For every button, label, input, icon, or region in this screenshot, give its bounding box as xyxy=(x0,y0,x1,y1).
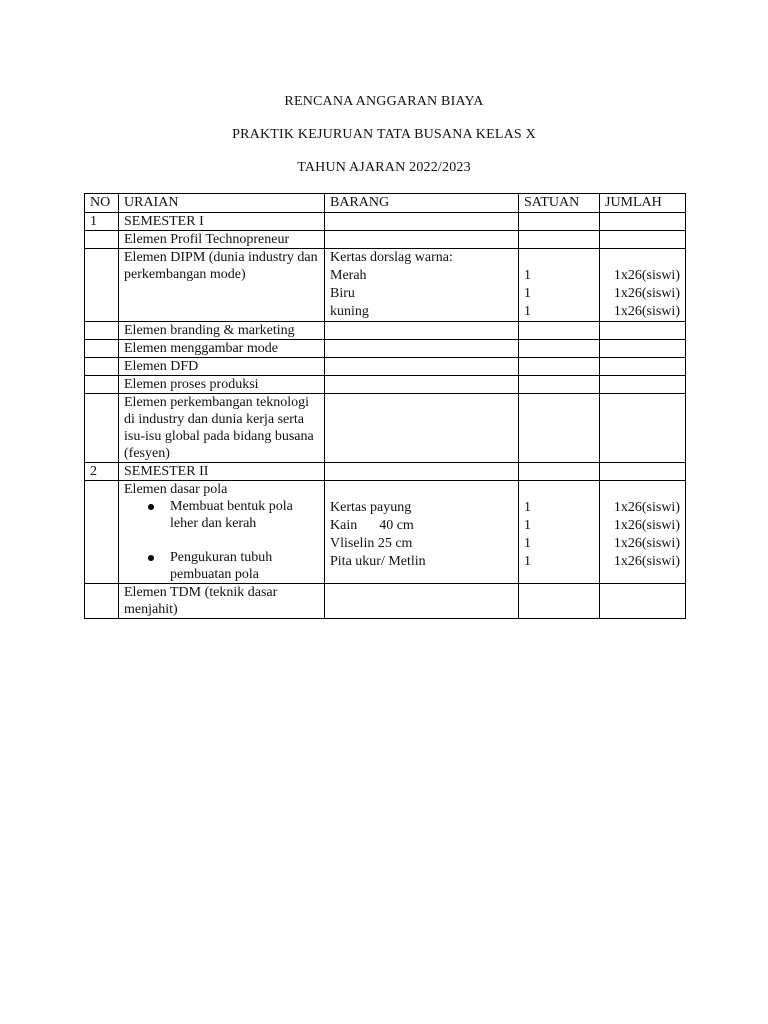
cell-uraian: SEMESTER II xyxy=(119,463,325,481)
cell-satuan xyxy=(519,584,600,619)
cell-barang xyxy=(325,249,519,322)
table-row xyxy=(85,213,686,231)
cell-uraian: Elemen Profil Technopreneur xyxy=(119,231,325,249)
cell-satuan xyxy=(519,394,600,463)
cell-jumlah xyxy=(600,394,686,463)
cell-barang xyxy=(325,231,519,249)
cell-jumlah xyxy=(600,481,686,584)
satuan-line: 1 xyxy=(524,500,531,515)
table-row xyxy=(85,376,686,394)
bullet-text: Membuat bentuk pola leher dan kerah xyxy=(170,499,293,531)
jumlah-line: 1x26(siswi) xyxy=(613,286,680,301)
cell-uraian: SEMESTER I xyxy=(119,213,325,231)
cell-barang xyxy=(325,340,519,358)
cell-no xyxy=(85,376,119,394)
cell-no xyxy=(85,340,119,358)
cell-uraian: Elemen perkembangan teknologi di industry dan dunia kerja serta isu-isu global pada bidang busana (fesyen) xyxy=(119,394,325,463)
document-subtitle: PRAKTIK KEJURUAN TATA BUSANA KELAS X xyxy=(232,127,536,142)
cell-jumlah xyxy=(600,249,686,322)
cell-satuan xyxy=(519,358,600,376)
cell-barang xyxy=(325,358,519,376)
document-title: RENCANA ANGGARAN BIAYA xyxy=(284,94,484,109)
barang-line: Merah xyxy=(330,268,367,283)
list-item xyxy=(148,549,319,583)
barang-line: Pita ukur/ Metlin xyxy=(330,554,426,569)
cell-satuan xyxy=(519,322,600,340)
cell-no: 2 xyxy=(85,463,119,481)
header-no: NO xyxy=(85,194,119,213)
cell-barang xyxy=(325,584,519,619)
cell-uraian: Elemen branding & marketing xyxy=(119,322,325,340)
table-row xyxy=(85,322,686,340)
cell-satuan xyxy=(519,481,600,584)
jumlah-line: 1x26(siswi) xyxy=(613,518,680,533)
cell-jumlah xyxy=(600,213,686,231)
kain-size: 40 cm xyxy=(379,518,414,533)
cell-uraian: Elemen TDM (teknik dasar menjahit) xyxy=(119,584,325,619)
cell-satuan xyxy=(519,340,600,358)
list-item xyxy=(148,498,319,532)
table-row xyxy=(85,584,686,619)
cell-jumlah xyxy=(600,463,686,481)
jumlah-line: 1x26(siswi) xyxy=(613,500,680,515)
cell-no xyxy=(85,481,119,584)
satuan-line: 1 xyxy=(524,268,531,283)
table-row xyxy=(85,358,686,376)
cell-satuan xyxy=(519,249,600,322)
barang-line: Biru xyxy=(330,286,355,301)
bullet-icon xyxy=(148,555,154,561)
cell-uraian xyxy=(119,481,325,584)
header-barang: BARANG xyxy=(325,194,519,213)
jumlah-line: 1x26(siswi) xyxy=(613,536,680,551)
cell-satuan xyxy=(519,463,600,481)
barang-line: kuning xyxy=(330,304,369,319)
cell-barang xyxy=(325,213,519,231)
satuan-line: 1 xyxy=(524,286,531,301)
cell-jumlah xyxy=(600,376,686,394)
kain-label: Kain xyxy=(330,518,358,533)
barang-line: Vliselin 25 cm xyxy=(330,536,413,551)
cell-uraian: Elemen menggambar mode xyxy=(119,340,325,358)
header-uraian: URAIAN xyxy=(119,194,325,213)
cell-uraian: Elemen proses produksi xyxy=(119,376,325,394)
table-row xyxy=(85,249,686,322)
jumlah-line: 1x26(siswi) xyxy=(613,554,680,569)
satuan-line: 1 xyxy=(524,554,531,569)
cell-satuan xyxy=(519,376,600,394)
cell-barang xyxy=(325,322,519,340)
cell-satuan xyxy=(519,213,600,231)
table-row xyxy=(85,394,686,463)
cell-barang xyxy=(325,463,519,481)
cell-barang xyxy=(325,394,519,463)
table-row xyxy=(85,463,686,481)
header-jumlah: JUMLAH xyxy=(600,194,686,213)
cell-jumlah xyxy=(600,231,686,249)
cell-no xyxy=(85,231,119,249)
jumlah-line: 1x26(siswi) xyxy=(613,268,680,283)
cell-satuan xyxy=(519,231,600,249)
barang-line: Kertas dorslag warna: xyxy=(330,250,453,265)
satuan-line: 1 xyxy=(524,518,531,533)
cell-no xyxy=(85,358,119,376)
table-row xyxy=(85,481,686,584)
jumlah-line: 1x26(siswi) xyxy=(613,304,680,319)
table-row xyxy=(85,340,686,358)
header-satuan: SATUAN xyxy=(519,194,600,213)
table-header-row xyxy=(85,194,686,213)
uraian-heading: Elemen dasar pola xyxy=(124,482,228,497)
cell-no xyxy=(85,394,119,463)
cell-no xyxy=(85,584,119,619)
cell-no: 1 xyxy=(85,213,119,231)
satuan-line: 1 xyxy=(524,536,531,551)
budget-table xyxy=(84,193,686,619)
cell-jumlah xyxy=(600,340,686,358)
barang-line: Kertas payung xyxy=(330,500,412,515)
cell-barang xyxy=(325,481,519,584)
barang-line xyxy=(330,517,513,535)
uraian-bullet-list xyxy=(124,498,319,583)
satuan-line: 1 xyxy=(524,304,531,319)
cell-uraian: Elemen DFD xyxy=(119,358,325,376)
academic-year: TAHUN AJARAN 2022/2023 xyxy=(297,160,471,175)
cell-uraian: Elemen DIPM (dunia industry dan perkembangan mode) xyxy=(119,249,325,322)
cell-jumlah xyxy=(600,358,686,376)
table-row xyxy=(85,231,686,249)
cell-jumlah xyxy=(600,322,686,340)
cell-barang xyxy=(325,376,519,394)
cell-no xyxy=(85,322,119,340)
cell-no xyxy=(85,249,119,322)
bullet-text: Pengukuran tubuh pembuatan pola xyxy=(170,550,273,582)
cell-jumlah xyxy=(600,584,686,619)
bullet-icon xyxy=(148,504,154,510)
